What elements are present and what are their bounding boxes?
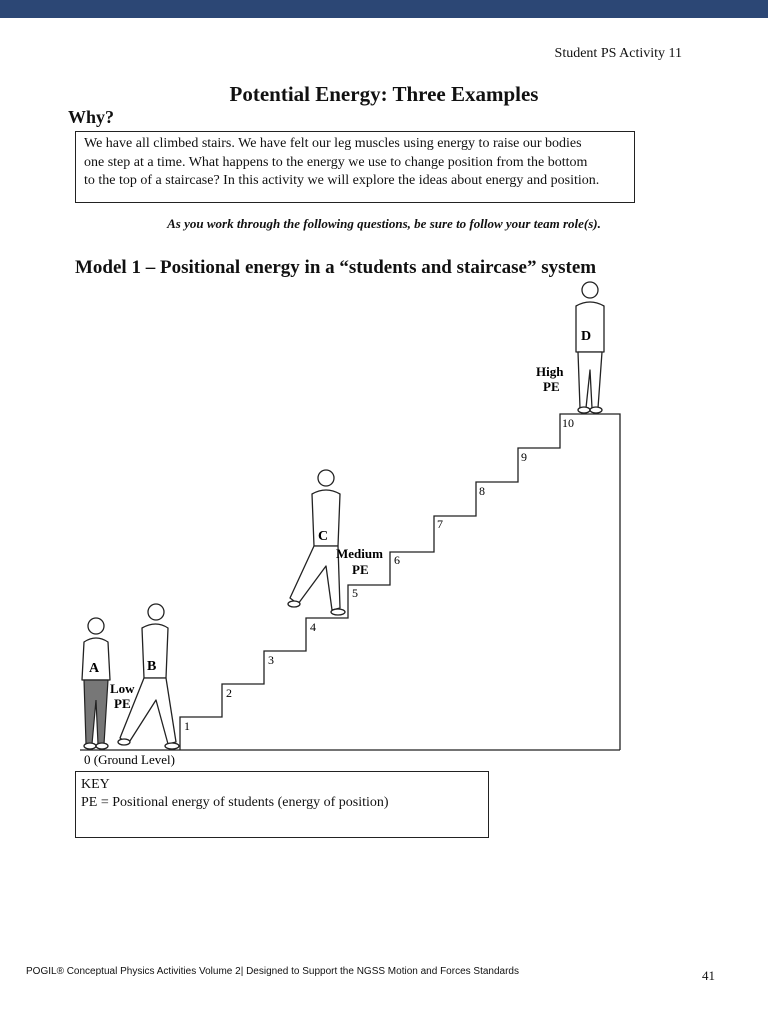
why-heading: Why? <box>68 107 115 127</box>
student-a-label: A <box>89 661 100 676</box>
why-line-3: to the top of a staircase? In this activity we will explore the ideas about energy and position. <box>84 173 600 188</box>
step-number-2: 2 <box>226 686 232 700</box>
key-definition: PE = Positional energy of students (energy of position) <box>81 795 389 810</box>
activity-label: Student PS Activity 11 <box>554 46 682 61</box>
ground-level-label: 0 (Ground Level) <box>84 752 175 767</box>
staircase-diagram <box>0 270 768 770</box>
page-title: Potential Energy: Three Examples <box>229 82 539 106</box>
student-c-figure <box>288 470 345 615</box>
step-number-3: 3 <box>268 653 274 667</box>
key-box <box>75 771 489 838</box>
low-pe-label-line1: Low <box>110 681 135 696</box>
key-heading: KEY <box>81 777 110 792</box>
student-b-label: B <box>147 659 157 674</box>
why-line-1: We have all climbed stairs. We have felt our leg muscles using energy to raise our bodies <box>84 136 582 151</box>
footer-text: POGIL® Conceptual Physics Activities Volume 2| Designed to Support the NGSS Motion and Forces Standards <box>26 966 519 977</box>
student-b-figure <box>118 604 179 749</box>
team-role-instruction: As you work through the following questions, be sure to follow your team role(s). <box>167 216 601 231</box>
top-banner <box>0 0 768 18</box>
high-pe-label-line2: PE <box>543 379 560 394</box>
step-number-4: 4 <box>310 620 316 634</box>
medium-pe-label-line1: Medium <box>336 546 383 561</box>
why-line-2: one step at a time. What happens to the energy we use to change position from the bottom <box>84 154 588 170</box>
why-box <box>75 131 635 203</box>
step-number-9: 9 <box>521 450 527 464</box>
step-number-7: 7 <box>437 517 443 531</box>
step-number-5: 5 <box>352 586 358 600</box>
high-pe-label-line1: High <box>536 364 564 379</box>
page-number: 41 <box>702 968 715 983</box>
model-title: Model 1 – Positional energy in a “students and staircase” system <box>75 257 597 278</box>
step-number-8: 8 <box>479 484 485 498</box>
step-number-10: 10 <box>562 416 574 430</box>
medium-pe-label-line2: PE <box>352 562 369 577</box>
step-number-6: 6 <box>394 553 400 567</box>
student-a-figure <box>82 618 110 749</box>
student-d-label: D <box>581 329 592 344</box>
student-c-label: C <box>318 529 329 544</box>
student-d-figure <box>576 282 604 413</box>
step-number-1: 1 <box>184 719 190 733</box>
low-pe-label-line2: PE <box>114 696 131 711</box>
staircase-outline <box>180 414 620 750</box>
